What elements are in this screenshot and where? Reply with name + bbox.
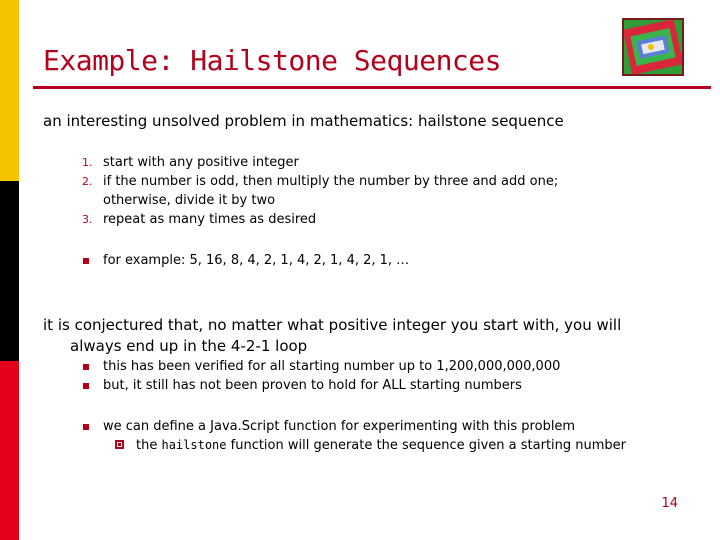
step-text-continued: otherwise, divide it by two bbox=[103, 193, 276, 208]
step-text: start with any positive integer bbox=[103, 155, 299, 170]
conjecture-text-line1: it is conjectured that, no matter what positive integer you start with, you will bbox=[43, 316, 622, 334]
side-stripe-black bbox=[0, 181, 19, 361]
sub-point-after: function will generate the sequence given a starting number bbox=[226, 438, 627, 453]
fact-text: but, it still has not been proven to hold for ALL starting numbers bbox=[103, 378, 522, 393]
sub-point-text bbox=[136, 436, 626, 455]
step-number: 1. bbox=[82, 156, 93, 169]
step-text: repeat as many times as desired bbox=[103, 212, 317, 227]
example-text: for example: 5, 16, 8, 4, 2, 1, 4, 2, 1, 4, 2, 1, … bbox=[103, 253, 410, 268]
sub-point-before: the bbox=[136, 438, 162, 453]
intro-text: an interesting unsolved problem in mathematics: hailstone sequence bbox=[43, 112, 564, 130]
page-number: 14 bbox=[661, 496, 678, 511]
fact-text: this has been verified for all starting number up to 1,200,000,000,000 bbox=[103, 359, 561, 374]
step-number: 3. bbox=[82, 213, 93, 226]
logo-image bbox=[622, 18, 684, 76]
js-point-text: we can define a Java.Script function for experimenting with this problem bbox=[103, 419, 576, 434]
bullet-marker bbox=[83, 424, 89, 430]
bullet-marker bbox=[83, 258, 89, 264]
step-text: if the number is odd, then multiply the number by three and add one; bbox=[103, 174, 559, 189]
bullet-marker bbox=[83, 383, 89, 389]
side-stripe-yellow bbox=[0, 0, 19, 181]
sub-bullet-marker bbox=[115, 440, 124, 449]
hailstone-code: hailstone bbox=[161, 438, 227, 452]
conjecture-text-line2: always end up in the 4-2-1 loop bbox=[70, 337, 308, 355]
bullet-marker bbox=[83, 364, 89, 370]
step-number: 2. bbox=[82, 175, 93, 188]
title-underline bbox=[33, 86, 711, 89]
slide-title: Example: Hailstone Sequences bbox=[43, 44, 502, 77]
side-stripe-red bbox=[0, 361, 19, 540]
